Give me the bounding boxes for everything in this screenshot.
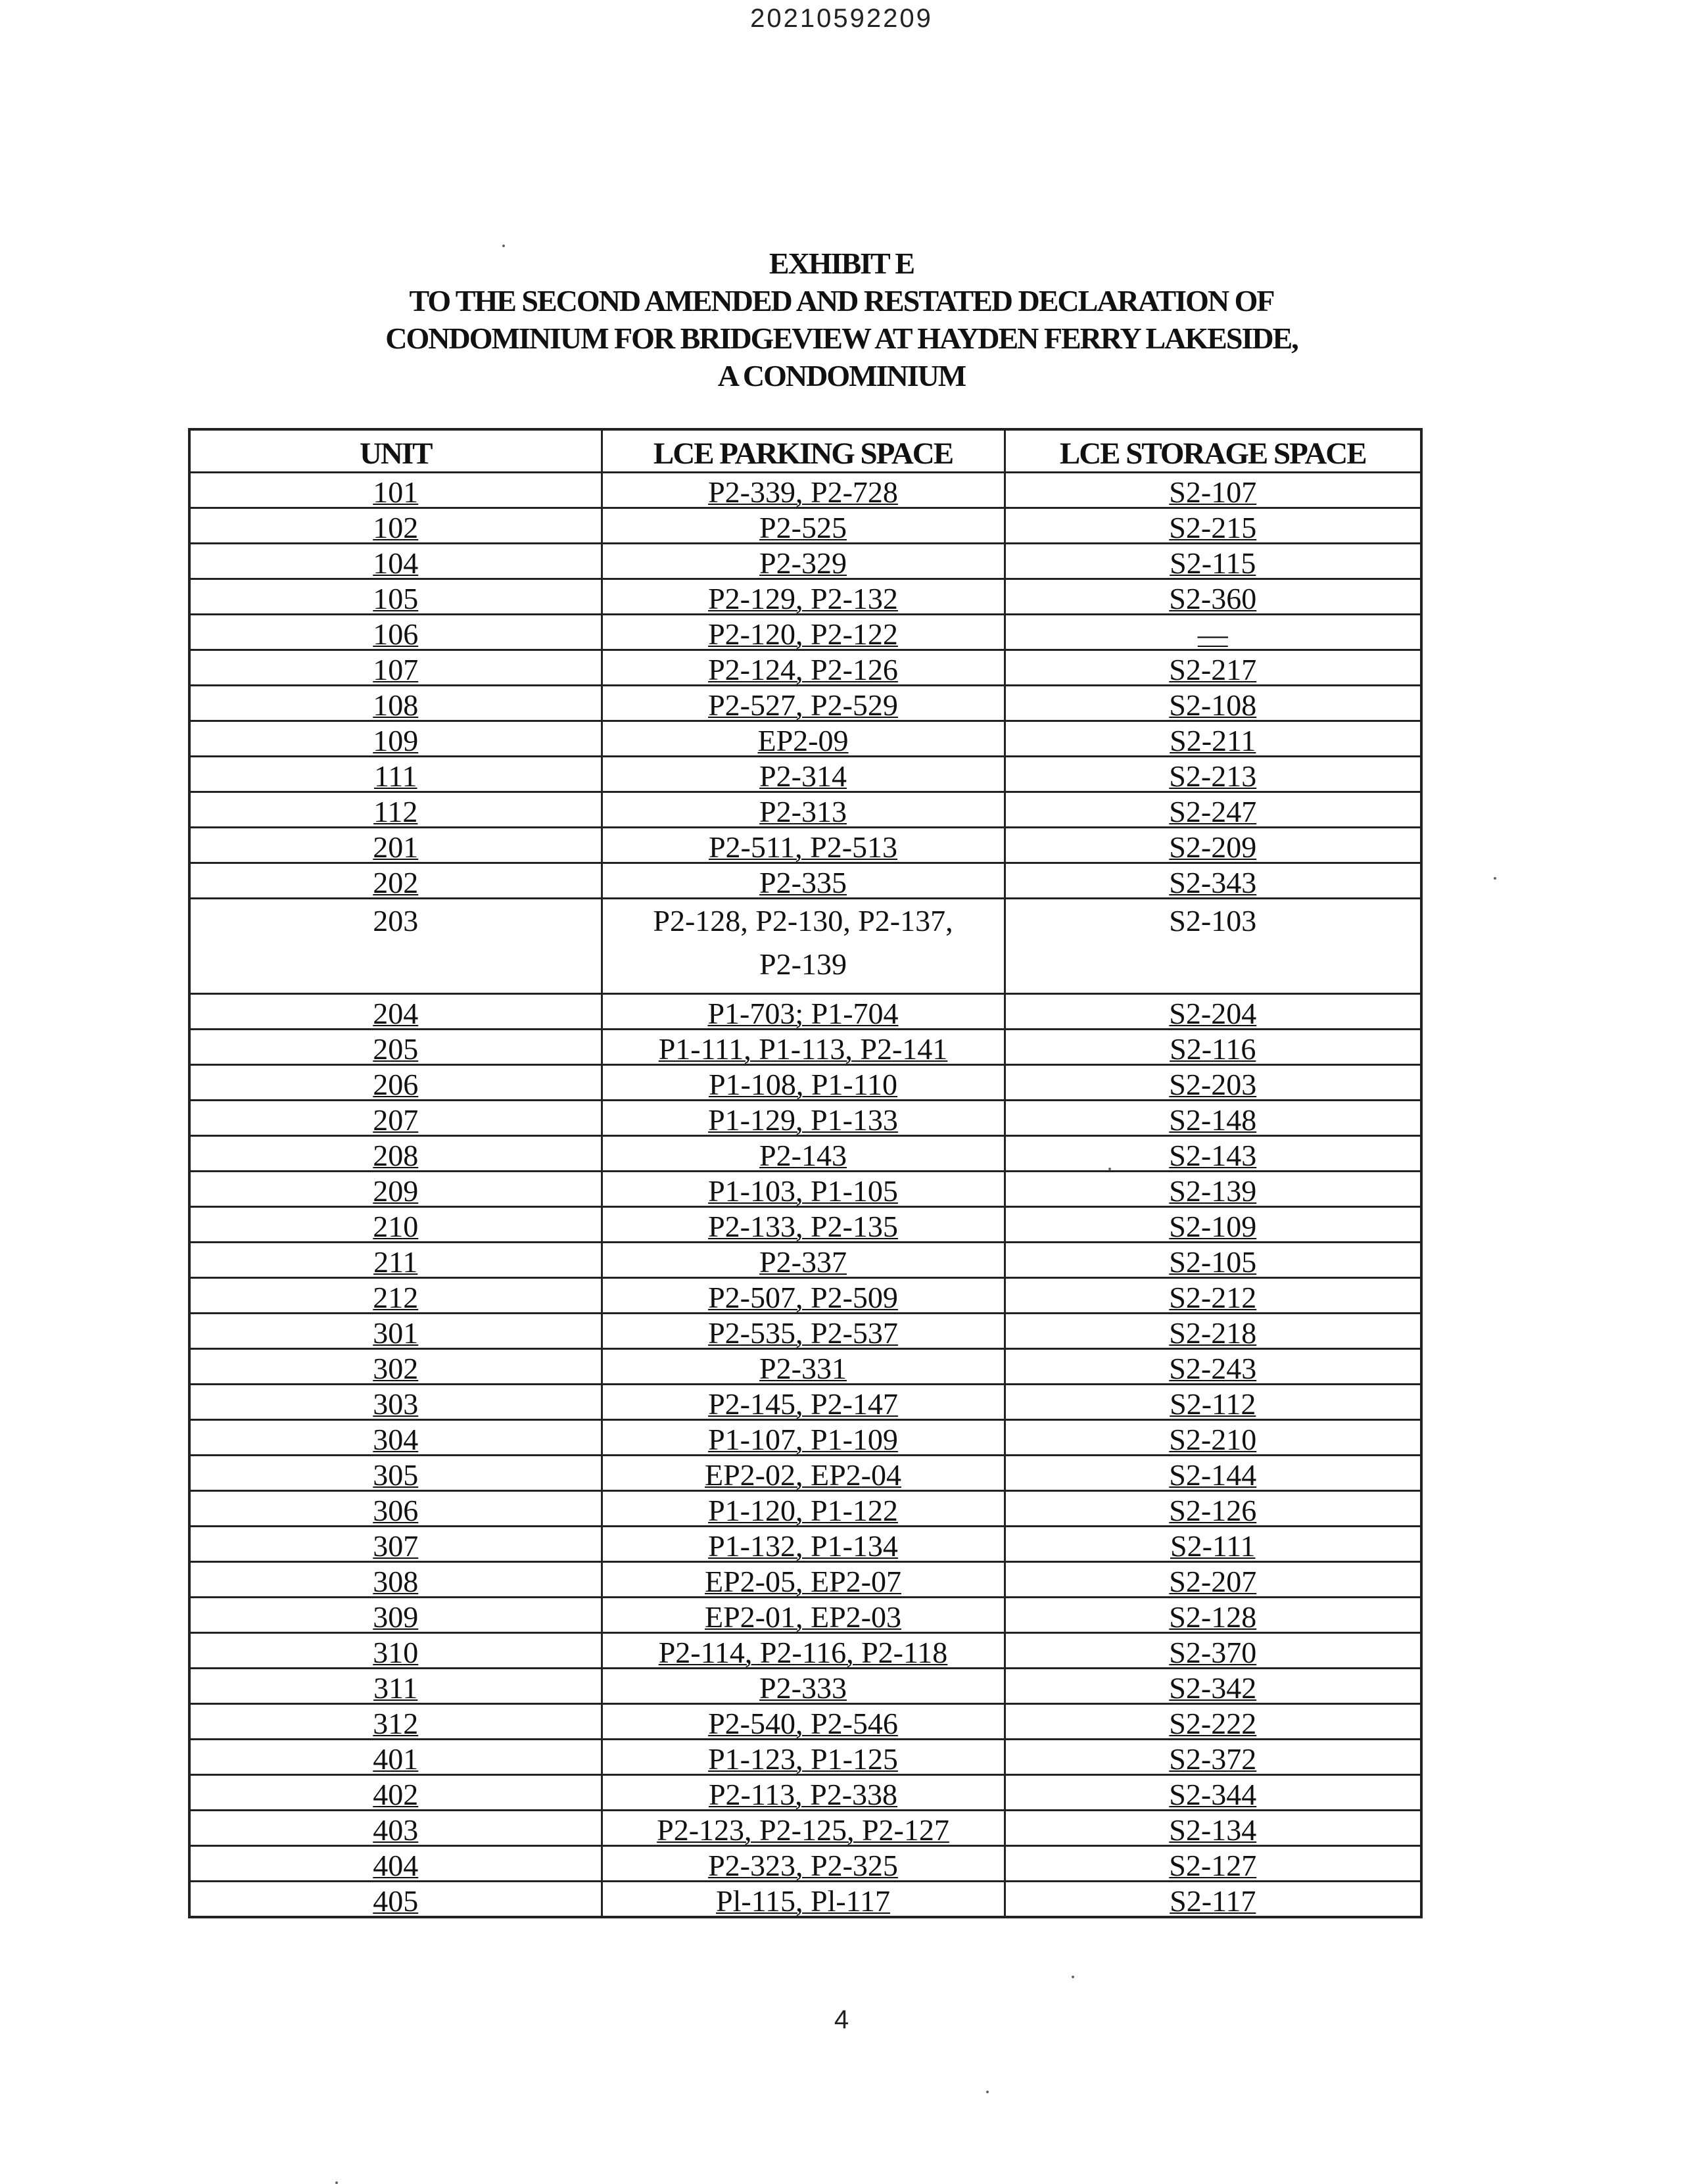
storage-value: S2-342 bbox=[1169, 1671, 1257, 1705]
unit-cell bbox=[189, 650, 602, 686]
storage-cell bbox=[1005, 1243, 1421, 1278]
parking-value: P2-128, P2-130, P2-137, bbox=[653, 904, 953, 938]
parking-cell bbox=[602, 1633, 1005, 1669]
unit-value: 101 bbox=[373, 475, 419, 509]
storage-value: S2-109 bbox=[1169, 1210, 1257, 1243]
unit-value: 204 bbox=[373, 997, 419, 1030]
storage-value: S2-210 bbox=[1169, 1423, 1257, 1456]
parking-value: P2-313 bbox=[759, 795, 847, 828]
unit-cell bbox=[189, 579, 602, 615]
unit-value: 203 bbox=[373, 904, 419, 938]
storage-cell bbox=[1005, 899, 1421, 994]
storage-value: S2-372 bbox=[1169, 1742, 1257, 1776]
storage-value: S2-111 bbox=[1170, 1529, 1256, 1563]
unit-value: 206 bbox=[373, 1068, 419, 1101]
unit-cell bbox=[189, 1349, 602, 1385]
parking-cell bbox=[602, 1278, 1005, 1314]
table-row bbox=[189, 1491, 1421, 1527]
unit-value: 305 bbox=[373, 1458, 419, 1492]
parking-cell bbox=[602, 1491, 1005, 1527]
unit-value: 210 bbox=[373, 1210, 419, 1243]
unit-value: 112 bbox=[373, 795, 418, 828]
storage-value: S2-209 bbox=[1169, 830, 1257, 864]
parking-cell bbox=[602, 1704, 1005, 1740]
unit-value: 202 bbox=[373, 866, 419, 899]
storage-value: — bbox=[1197, 617, 1228, 651]
parking-value: EP2-01, EP2-03 bbox=[705, 1600, 901, 1634]
table-row bbox=[189, 615, 1421, 650]
table-row bbox=[189, 544, 1421, 579]
unit-value: 312 bbox=[373, 1707, 419, 1740]
parking-value: P1-703; P1-704 bbox=[707, 997, 899, 1030]
parking-cell bbox=[602, 828, 1005, 863]
unit-value: 302 bbox=[373, 1352, 419, 1385]
unit-value: 304 bbox=[373, 1423, 419, 1456]
table-row bbox=[189, 1669, 1421, 1704]
storage-cell bbox=[1005, 1420, 1421, 1456]
parking-value: P1-129, P1-133 bbox=[708, 1103, 898, 1137]
unit-cell bbox=[189, 1278, 602, 1314]
storage-cell bbox=[1005, 1740, 1421, 1775]
table-row bbox=[189, 1811, 1421, 1846]
storage-cell bbox=[1005, 828, 1421, 863]
unit-value: 207 bbox=[373, 1103, 419, 1137]
unit-cell bbox=[189, 721, 602, 757]
unit-cell bbox=[189, 1598, 602, 1633]
parking-cell bbox=[602, 1811, 1005, 1846]
parking-value: P2-525 bbox=[759, 511, 847, 544]
table-row bbox=[189, 1704, 1421, 1740]
unit-value: 205 bbox=[373, 1032, 419, 1066]
parking-cell bbox=[602, 1527, 1005, 1562]
parking-cell bbox=[602, 1562, 1005, 1598]
unit-cell bbox=[189, 1527, 602, 1562]
unit-value: 208 bbox=[373, 1139, 419, 1172]
unit-cell bbox=[189, 994, 602, 1030]
table-row bbox=[189, 1243, 1421, 1278]
title-line-3: CONDOMINIUM FOR BRIDGEVIEW AT HAYDEN FERRY LAKESIDE, bbox=[385, 321, 1298, 355]
storage-value: S2-117 bbox=[1170, 1884, 1256, 1918]
parking-cell bbox=[602, 650, 1005, 686]
parking-value: P2-527, P2-529 bbox=[708, 688, 898, 722]
storage-cell bbox=[1005, 1846, 1421, 1882]
parking-value: P2-124, P2-126 bbox=[708, 653, 898, 686]
unit-cell bbox=[189, 1456, 602, 1491]
parking-value: EP2-09 bbox=[757, 724, 849, 757]
parking-value: P2-114, P2-116, P2-118 bbox=[658, 1636, 948, 1669]
parking-cell bbox=[602, 1598, 1005, 1633]
storage-value: S2-222 bbox=[1169, 1707, 1257, 1740]
title-line-4: A CONDOMINIUM bbox=[717, 359, 966, 392]
parking-cell bbox=[602, 1882, 1005, 1918]
storage-value: S2-212 bbox=[1169, 1281, 1257, 1314]
storage-value: S2-204 bbox=[1169, 997, 1257, 1030]
storage-value: S2-105 bbox=[1169, 1245, 1257, 1279]
storage-value: S2-344 bbox=[1169, 1778, 1257, 1811]
storage-cell bbox=[1005, 1030, 1421, 1065]
table-row bbox=[189, 1207, 1421, 1243]
table-row bbox=[189, 1314, 1421, 1349]
table-row bbox=[189, 686, 1421, 721]
parking-cell bbox=[602, 721, 1005, 757]
unit-cell bbox=[189, 1775, 602, 1811]
storage-value: S2-243 bbox=[1169, 1352, 1257, 1385]
storage-value: S2-211 bbox=[1170, 724, 1256, 757]
unit-cell bbox=[189, 1030, 602, 1065]
table-row bbox=[189, 1278, 1421, 1314]
unit-value: 104 bbox=[373, 546, 419, 580]
table-row bbox=[189, 1101, 1421, 1136]
unit-cell bbox=[189, 1562, 602, 1598]
storage-value: S2-343 bbox=[1169, 866, 1257, 899]
storage-value: S2-112 bbox=[1170, 1387, 1256, 1421]
parking-value-line-2: P2-139 bbox=[759, 947, 847, 981]
unit-value: 401 bbox=[373, 1742, 419, 1776]
scan-speck bbox=[502, 245, 505, 247]
storage-cell bbox=[1005, 1065, 1421, 1101]
storage-cell bbox=[1005, 1598, 1421, 1633]
exhibit-title bbox=[184, 245, 1499, 394]
parking-value: P2-335 bbox=[759, 866, 847, 899]
parking-cell bbox=[602, 1775, 1005, 1811]
parking-cell bbox=[602, 1172, 1005, 1207]
storage-value: S2-128 bbox=[1169, 1600, 1257, 1634]
unit-cell bbox=[189, 615, 602, 650]
unit-cell bbox=[189, 1882, 602, 1918]
unit-cell bbox=[189, 1740, 602, 1775]
table-row bbox=[189, 1420, 1421, 1456]
storage-value: S2-217 bbox=[1169, 653, 1257, 686]
table-row bbox=[189, 1030, 1421, 1065]
storage-value: S2-115 bbox=[1170, 546, 1256, 580]
header-storage: LCE STORAGE SPACE bbox=[1005, 429, 1421, 473]
title-line-1: EXHIBIT E bbox=[769, 247, 914, 280]
table-row bbox=[189, 508, 1421, 544]
table-row bbox=[189, 757, 1421, 792]
storage-value: S2-143 bbox=[1169, 1139, 1257, 1172]
unit-cell bbox=[189, 1207, 602, 1243]
unit-cell bbox=[189, 1846, 602, 1882]
storage-value: S2-247 bbox=[1169, 795, 1257, 828]
scan-speck bbox=[1072, 1976, 1074, 1978]
unit-value: 405 bbox=[373, 1884, 419, 1918]
unit-cell bbox=[189, 1172, 602, 1207]
parking-value: P2-329 bbox=[759, 546, 847, 580]
table-row bbox=[189, 1562, 1421, 1598]
parking-value: P2-145, P2-147 bbox=[708, 1387, 898, 1421]
storage-cell bbox=[1005, 1314, 1421, 1349]
parking-cell bbox=[602, 544, 1005, 579]
storage-cell bbox=[1005, 1172, 1421, 1207]
title-line-2: TO THE SECOND AMENDED AND RESTATED DECLARATION OF bbox=[409, 284, 1274, 318]
parking-cell bbox=[602, 1065, 1005, 1101]
scan-speck bbox=[1494, 877, 1496, 880]
unit-value: 209 bbox=[373, 1174, 419, 1208]
storage-value: S2-126 bbox=[1169, 1494, 1257, 1527]
storage-value: S2-360 bbox=[1169, 582, 1257, 615]
table-row bbox=[189, 1456, 1421, 1491]
storage-value: S2-107 bbox=[1169, 475, 1257, 509]
unit-cell bbox=[189, 544, 602, 579]
storage-cell bbox=[1005, 544, 1421, 579]
scan-speck bbox=[335, 2181, 338, 2184]
parking-value: EP2-05, EP2-07 bbox=[705, 1565, 901, 1598]
unit-cell bbox=[189, 1420, 602, 1456]
unit-value: 211 bbox=[373, 1245, 418, 1279]
parking-value: P2-540, P2-546 bbox=[708, 1707, 898, 1740]
table-row bbox=[189, 650, 1421, 686]
unit-cell bbox=[189, 899, 602, 994]
parking-value: P2-323, P2-325 bbox=[708, 1849, 898, 1882]
unit-value: 108 bbox=[373, 688, 419, 722]
unit-cell bbox=[189, 1385, 602, 1420]
parking-value: P2-507, P2-509 bbox=[708, 1281, 898, 1314]
unit-cell bbox=[189, 1136, 602, 1172]
unit-cell bbox=[189, 1491, 602, 1527]
storage-value: S2-139 bbox=[1169, 1174, 1257, 1208]
storage-value: S2-144 bbox=[1169, 1458, 1257, 1492]
table-row bbox=[189, 1349, 1421, 1385]
storage-cell bbox=[1005, 1278, 1421, 1314]
storage-cell bbox=[1005, 1349, 1421, 1385]
storage-cell bbox=[1005, 863, 1421, 899]
unit-value: 310 bbox=[373, 1636, 419, 1669]
storage-cell bbox=[1005, 686, 1421, 721]
parking-cell bbox=[602, 1740, 1005, 1775]
storage-cell bbox=[1005, 1811, 1421, 1846]
storage-cell bbox=[1005, 757, 1421, 792]
storage-value: S2-203 bbox=[1169, 1068, 1257, 1101]
parking-value: P1-120, P1-122 bbox=[708, 1494, 898, 1527]
parking-cell bbox=[602, 473, 1005, 508]
table-header-row bbox=[189, 429, 1421, 473]
storage-cell bbox=[1005, 792, 1421, 828]
storage-value: S2-108 bbox=[1169, 688, 1257, 722]
storage-cell bbox=[1005, 1527, 1421, 1562]
table-row bbox=[189, 1527, 1421, 1562]
parking-cell bbox=[602, 686, 1005, 721]
parking-cell bbox=[602, 1456, 1005, 1491]
parking-cell bbox=[602, 1669, 1005, 1704]
unit-value: 309 bbox=[373, 1600, 419, 1634]
storage-cell bbox=[1005, 1136, 1421, 1172]
scan-speck bbox=[986, 2091, 989, 2093]
parking-cell bbox=[602, 508, 1005, 544]
parking-value: P2-143 bbox=[759, 1139, 847, 1172]
parking-value: P2-314 bbox=[759, 759, 847, 793]
unit-value: 402 bbox=[373, 1778, 419, 1811]
table-row bbox=[189, 473, 1421, 508]
storage-cell bbox=[1005, 508, 1421, 544]
storage-value: S2-218 bbox=[1169, 1316, 1257, 1350]
unit-value: 102 bbox=[373, 511, 419, 544]
unit-cell bbox=[189, 828, 602, 863]
table-row bbox=[189, 1846, 1421, 1882]
parking-cell bbox=[602, 863, 1005, 899]
unit-value: 301 bbox=[373, 1316, 419, 1350]
parking-value: P2-331 bbox=[759, 1352, 847, 1385]
parking-value: P1-111, P1-113, P2-141 bbox=[658, 1032, 948, 1066]
unit-value: 212 bbox=[373, 1281, 419, 1314]
table-row bbox=[189, 828, 1421, 863]
unit-cell bbox=[189, 1314, 602, 1349]
parking-cell bbox=[602, 757, 1005, 792]
header-parking: LCE PARKING SPACE bbox=[602, 429, 1005, 473]
table-row bbox=[189, 1136, 1421, 1172]
unit-cell bbox=[189, 1243, 602, 1278]
table-row bbox=[189, 1598, 1421, 1633]
storage-value: S2-127 bbox=[1169, 1849, 1257, 1882]
unit-cell bbox=[189, 1633, 602, 1669]
unit-cell bbox=[189, 1811, 602, 1846]
parking-value: P1-107, P1-109 bbox=[708, 1423, 898, 1456]
table-row bbox=[189, 1385, 1421, 1420]
unit-value: 307 bbox=[373, 1529, 419, 1563]
parking-value: P1-108, P1-110 bbox=[708, 1068, 898, 1101]
parking-cell bbox=[602, 1385, 1005, 1420]
parking-cell bbox=[602, 1846, 1005, 1882]
parking-value: P2-133, P2-135 bbox=[708, 1210, 898, 1243]
storage-value: S2-207 bbox=[1169, 1565, 1257, 1598]
unit-value: 105 bbox=[373, 582, 419, 615]
storage-value: S2-134 bbox=[1169, 1813, 1257, 1847]
unit-value: 404 bbox=[373, 1849, 419, 1882]
parking-cell bbox=[602, 1101, 1005, 1136]
parking-cell bbox=[602, 615, 1005, 650]
storage-cell bbox=[1005, 1385, 1421, 1420]
unit-value: 306 bbox=[373, 1494, 419, 1527]
storage-cell bbox=[1005, 579, 1421, 615]
table-row bbox=[189, 579, 1421, 615]
parking-cell bbox=[602, 994, 1005, 1030]
storage-value: S2-148 bbox=[1169, 1103, 1257, 1137]
unit-cell bbox=[189, 1704, 602, 1740]
parking-value: P1-123, P1-125 bbox=[708, 1742, 898, 1776]
table-row bbox=[189, 1882, 1421, 1918]
parking-value: P2-511, P2-513 bbox=[708, 830, 898, 864]
storage-cell bbox=[1005, 1704, 1421, 1740]
parking-cell bbox=[602, 1136, 1005, 1172]
storage-cell bbox=[1005, 721, 1421, 757]
unit-value: 106 bbox=[373, 617, 419, 651]
parking-value: P2-129, P2-132 bbox=[708, 582, 898, 615]
storage-cell bbox=[1005, 1669, 1421, 1704]
parking-value: P2-339, P2-728 bbox=[708, 475, 898, 509]
storage-cell bbox=[1005, 650, 1421, 686]
unit-cell bbox=[189, 757, 602, 792]
table-row bbox=[189, 1172, 1421, 1207]
parking-cell bbox=[602, 1030, 1005, 1065]
header-unit: UNIT bbox=[189, 429, 602, 473]
storage-cell bbox=[1005, 994, 1421, 1030]
parking-cell bbox=[602, 1420, 1005, 1456]
parking-cell bbox=[602, 1349, 1005, 1385]
parking-value: Pl-115, Pl-117 bbox=[716, 1884, 890, 1918]
table-row bbox=[189, 1775, 1421, 1811]
table-row bbox=[189, 899, 1421, 994]
storage-cell bbox=[1005, 615, 1421, 650]
unit-cell bbox=[189, 1669, 602, 1704]
unit-value: 403 bbox=[373, 1813, 419, 1847]
table-row bbox=[189, 1633, 1421, 1669]
unit-cell bbox=[189, 792, 602, 828]
table-row bbox=[189, 721, 1421, 757]
scan-speck bbox=[1108, 1168, 1111, 1170]
unit-value: 109 bbox=[373, 724, 419, 757]
parking-cell bbox=[602, 1243, 1005, 1278]
parking-cell bbox=[602, 1207, 1005, 1243]
storage-value: S2-370 bbox=[1169, 1636, 1257, 1669]
unit-cell bbox=[189, 508, 602, 544]
storage-cell bbox=[1005, 1207, 1421, 1243]
storage-cell bbox=[1005, 1882, 1421, 1918]
storage-cell bbox=[1005, 473, 1421, 508]
parking-value: EP2-02, EP2-04 bbox=[705, 1458, 901, 1492]
storage-cell bbox=[1005, 1456, 1421, 1491]
storage-value: S2-116 bbox=[1170, 1032, 1256, 1066]
storage-cell bbox=[1005, 1562, 1421, 1598]
table-body bbox=[189, 473, 1421, 1918]
table-row bbox=[189, 994, 1421, 1030]
parking-value: P2-337 bbox=[759, 1245, 847, 1279]
unit-value: 303 bbox=[373, 1387, 419, 1421]
unit-value: 111 bbox=[373, 759, 417, 793]
unit-value: 311 bbox=[373, 1671, 418, 1705]
storage-value: S2-103 bbox=[1169, 904, 1257, 938]
unit-cell bbox=[189, 863, 602, 899]
page-number: 4 bbox=[834, 2005, 849, 2034]
parking-cell bbox=[602, 792, 1005, 828]
storage-cell bbox=[1005, 1633, 1421, 1669]
unit-value: 308 bbox=[373, 1565, 419, 1598]
parking-value: P2-333 bbox=[759, 1671, 847, 1705]
storage-value: S2-215 bbox=[1169, 511, 1257, 544]
parking-value: P2-120, P2-122 bbox=[708, 617, 898, 651]
unit-cell bbox=[189, 1101, 602, 1136]
parking-value: P1-132, P1-134 bbox=[708, 1529, 898, 1563]
parking-value: P2-535, P2-537 bbox=[708, 1316, 898, 1350]
storage-cell bbox=[1005, 1491, 1421, 1527]
parking-cell bbox=[602, 579, 1005, 615]
parking-cell bbox=[602, 899, 1005, 994]
unit-cell bbox=[189, 1065, 602, 1101]
storage-cell bbox=[1005, 1101, 1421, 1136]
table-row bbox=[189, 863, 1421, 899]
parking-value: P2-123, P2-125, P2-127 bbox=[657, 1813, 949, 1847]
lce-assignment-table bbox=[188, 428, 1423, 1918]
parking-value: P1-103, P1-105 bbox=[708, 1174, 898, 1208]
unit-cell bbox=[189, 686, 602, 721]
storage-cell bbox=[1005, 1775, 1421, 1811]
unit-value: 107 bbox=[373, 653, 419, 686]
table-row bbox=[189, 1065, 1421, 1101]
document-number: 20210592209 bbox=[750, 4, 933, 33]
table-row bbox=[189, 1740, 1421, 1775]
parking-value: P2-113, P2-338 bbox=[708, 1778, 898, 1811]
unit-value: 201 bbox=[373, 830, 419, 864]
parking-cell bbox=[602, 1314, 1005, 1349]
table-row bbox=[189, 792, 1421, 828]
storage-value: S2-213 bbox=[1169, 759, 1257, 793]
unit-cell bbox=[189, 473, 602, 508]
